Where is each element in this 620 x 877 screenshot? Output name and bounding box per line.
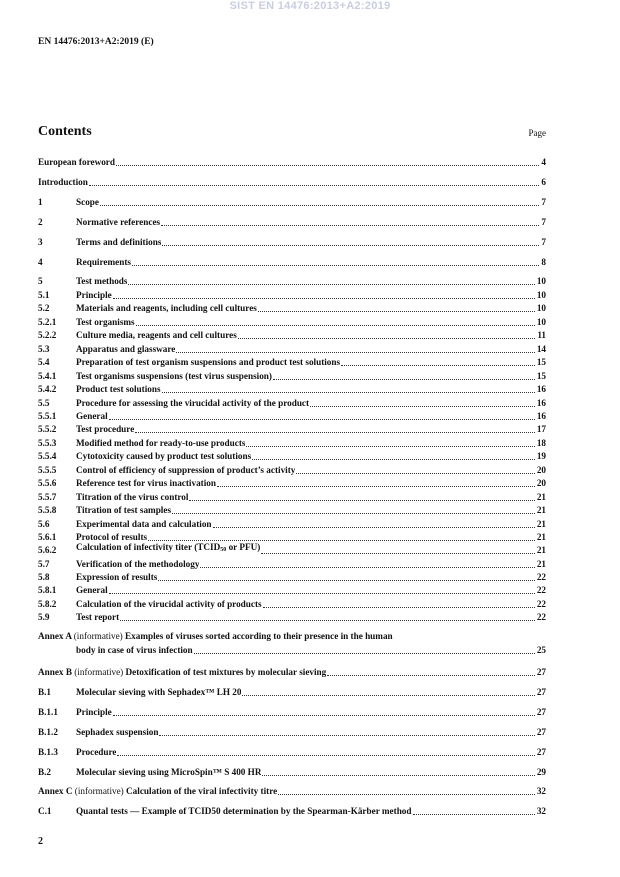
toc-entry-page: 16: [536, 411, 546, 421]
toc-entry-title: Calculation of the virucidal activity of products: [76, 599, 262, 609]
toc-entry[interactable]: [38, 315, 546, 328]
toc-entry-page: 21: [536, 559, 546, 569]
toc-entry-number: 5.3: [38, 344, 50, 354]
toc-entry-number: 5.8: [38, 572, 50, 582]
toc-entry-number: 3: [38, 237, 43, 247]
toc-entry[interactable]: [38, 409, 546, 422]
toc-entry-number: 5.5.2: [38, 424, 57, 434]
toc-entry-number: B.1.1: [38, 707, 58, 717]
toc-entry-number: 5.2.1: [38, 317, 57, 327]
dot-leader: [135, 432, 535, 433]
toc-entry-title: Annex B (informative) Detoxification of test mixtures by molecular sieving: [38, 667, 327, 677]
toc-entry-title: Procedure: [76, 747, 117, 757]
toc-entry-number: 5.9: [38, 612, 50, 622]
toc-entry-page: 14: [536, 344, 546, 354]
toc-entry[interactable]: [38, 255, 546, 268]
toc-entry-page: 21: [536, 519, 546, 529]
dot-leader: [128, 284, 534, 285]
toc-entry-title: Titration of the virus control: [76, 492, 189, 502]
dot-leader: [158, 580, 534, 581]
dot-leader: [246, 446, 534, 447]
dot-leader: [413, 814, 535, 815]
toc-entry-page: 20: [536, 478, 546, 488]
toc-entry-title: Scope: [76, 197, 99, 207]
toc-entry-page: 22: [536, 585, 546, 595]
dot-leader: [213, 527, 535, 528]
toc-entry[interactable]: [38, 804, 546, 817]
toc-entry[interactable]: [38, 784, 546, 797]
dot-leader: [172, 513, 535, 514]
contents-title: Contents: [38, 124, 92, 139]
annex-a-title-line: Annex A (informative) Examples of viruses sorted according to their presence in the human: [38, 631, 393, 641]
toc-entry-page: 11: [537, 330, 546, 340]
toc-entry-number: 5: [38, 276, 43, 286]
toc-entry-title: Test organisms suspensions (test virus suspension): [76, 371, 272, 381]
toc-entry-page: 4: [541, 157, 546, 167]
toc-entry-number: 1: [38, 197, 43, 207]
toc-entry-title: Requirements: [76, 257, 131, 267]
toc-entry[interactable]: [38, 643, 546, 656]
toc-entry-title: Product test solutions: [76, 384, 161, 394]
toc-entry-page: 20: [536, 465, 546, 475]
toc-entry[interactable]: [38, 235, 546, 248]
toc-entry-number: 5.5.3: [38, 438, 57, 448]
toc-entry[interactable]: [38, 476, 546, 489]
toc-entry-number: 5.6: [38, 519, 50, 529]
toc-entry[interactable]: [38, 175, 546, 188]
toc-entry-title: Titration of test samples: [76, 505, 172, 515]
dot-leader: [117, 755, 534, 756]
dot-leader: [109, 593, 535, 594]
dot-leader: [262, 775, 534, 776]
dot-leader: [263, 607, 535, 608]
toc-entry-number: C.1: [38, 806, 52, 816]
toc-entry-page: 7: [541, 197, 546, 207]
page-number: 2: [38, 836, 43, 847]
toc-entry-title: Cytotoxicity caused by product test solutions: [76, 451, 252, 461]
toc-entry-number: B.2: [38, 767, 52, 777]
toc-entry-page: 27: [536, 707, 546, 717]
toc-entry-page: 32: [536, 786, 546, 796]
toc-entry-title: Preparation of test organism suspensions and product test solutions: [76, 357, 341, 367]
subscript: 50: [220, 547, 227, 553]
toc-entry[interactable]: [38, 288, 546, 301]
toc-entry-page: 10: [536, 290, 546, 300]
dot-leader: [113, 298, 535, 299]
toc-entry-title: Verification of the methodology: [76, 559, 200, 569]
toc-entry-title: Normative references: [76, 217, 161, 227]
toc-entry-title: Experimental data and calculation: [76, 519, 212, 529]
toc-entry-title: Sephadex suspension: [76, 727, 159, 737]
toc-entry-page: 21: [536, 492, 546, 502]
toc-entry-page: 10: [536, 317, 546, 327]
toc-entry[interactable]: [38, 543, 546, 556]
toc-entry-title: Principle: [76, 290, 112, 300]
toc-entry-number: 5.2: [38, 303, 50, 313]
toc-entry-page: 21: [536, 545, 546, 555]
dot-leader: [161, 225, 539, 226]
toc-entry-page: 22: [536, 612, 546, 622]
dot-leader: [116, 165, 539, 166]
toc-entry-page: 19: [536, 451, 546, 461]
toc-entry-number: 5.4.2: [38, 384, 57, 394]
toc-entry-title: Molecular sieving with Sephadex™ LH 20: [76, 687, 242, 697]
toc-entry-title: Quantal tests — Example of TCID50 determination by the Spearman-Kärber method: [76, 806, 412, 816]
toc-entry-page: 17: [536, 424, 546, 434]
toc-entry-title: Introduction: [38, 177, 88, 187]
toc-entry-title: Control of efficiency of suppression of product’s activity: [76, 465, 296, 475]
toc-entry-page: 16: [536, 384, 546, 394]
toc-entry-number: B.1.3: [38, 747, 58, 757]
toc-entry[interactable]: [38, 215, 546, 228]
toc-entry-page: 21: [536, 532, 546, 542]
toc-entry[interactable]: [38, 610, 546, 623]
toc-entry-number: 5.4: [38, 357, 50, 367]
toc-entry[interactable]: [38, 517, 546, 530]
toc-entry-title: Test methods: [76, 276, 128, 286]
dot-leader: [162, 392, 535, 393]
document-id: EN 14476:2013+A2:2019 (E): [38, 37, 154, 47]
toc-entry-page: 7: [541, 217, 546, 227]
toc-entry-page: 8: [541, 257, 546, 267]
toc-entry[interactable]: [38, 369, 546, 382]
toc-entry[interactable]: [38, 557, 546, 570]
toc-entry-title: Culture media, reagents and cell cultures: [76, 330, 237, 340]
toc-entry[interactable]: [38, 570, 546, 583]
dot-leader: [273, 379, 535, 380]
toc-entry[interactable]: [38, 705, 546, 718]
toc-entry-number: 5.5.6: [38, 478, 57, 488]
toc-entry-title: Expression of results: [76, 572, 158, 582]
dot-leader: [217, 486, 535, 487]
toc-entry[interactable]: [38, 355, 546, 368]
toc-entry[interactable]: [38, 490, 546, 503]
toc-entry[interactable]: [38, 665, 546, 678]
toc-entry-number: 5.4.1: [38, 371, 57, 381]
toc-entry-page: 10: [536, 276, 546, 286]
page-column-header: Page: [528, 128, 546, 138]
dot-leader: [194, 653, 535, 654]
toc-entry-title: Test report: [76, 612, 120, 622]
toc-entry-number: 5.5: [38, 398, 50, 408]
toc-entry-number: 5.6.1: [38, 532, 57, 542]
toc-entry-number: 5.5.1: [38, 411, 57, 421]
toc-entry-title: Test procedure: [76, 424, 135, 434]
dot-leader: [341, 365, 535, 366]
toc-entry-title: General: [76, 411, 108, 421]
dot-leader: [162, 245, 539, 246]
toc-entry-number: 5.7: [38, 559, 50, 569]
toc-entry-page: 15: [536, 371, 546, 381]
toc-entry-title: Modified method for ready-to-use products: [76, 438, 246, 448]
dot-leader: [113, 715, 535, 716]
dot-leader: [120, 620, 535, 621]
toc-entry-page: 27: [536, 687, 546, 697]
toc-entry[interactable]: [38, 685, 546, 698]
dot-leader: [89, 185, 540, 186]
toc-entry-title: Procedure for assessing the virucidal activity of the product: [76, 398, 310, 408]
toc-entry-title: Terms and definitions: [76, 237, 162, 247]
annex-type: (informative): [73, 631, 126, 641]
toc-entry-number: 2: [38, 217, 43, 227]
toc-entry-page: 18: [536, 438, 546, 448]
dot-leader: [258, 311, 535, 312]
toc-entry-page: 27: [536, 727, 546, 737]
dot-leader: [132, 265, 539, 266]
toc-entry-page: 22: [536, 599, 546, 609]
toc-entry[interactable]: [38, 396, 546, 409]
dot-leader: [148, 540, 535, 541]
toc-entry-page: 10: [536, 303, 546, 313]
toc-entry-title: Protocol of results: [76, 532, 148, 542]
toc-entry[interactable]: [38, 449, 546, 462]
toc-entry[interactable]: [38, 725, 546, 738]
toc-entry-page: 32: [536, 806, 546, 816]
toc-entry[interactable]: [38, 301, 546, 314]
toc-entry[interactable]: [38, 195, 546, 208]
toc-entry-title: European foreword: [38, 157, 115, 167]
toc-entry-number: 5.2.2: [38, 330, 57, 340]
dot-leader: [242, 695, 534, 696]
toc-entry-page: 16: [536, 398, 546, 408]
toc-entry[interactable]: [38, 597, 546, 610]
toc-entry-page: 27: [536, 667, 546, 677]
dot-leader: [296, 473, 534, 474]
toc-entry[interactable]: [38, 463, 546, 476]
toc-entry-title: Test organisms: [76, 317, 135, 327]
toc-entry-number: B.1.2: [38, 727, 58, 737]
toc-entry-page: 22: [536, 572, 546, 582]
dot-leader: [278, 794, 535, 795]
toc-entry-title: Calculation of infectivity titer ($TCID_{50}$ or PFU): [76, 542, 261, 553]
dot-leader: [261, 553, 535, 554]
toc-entry-page: 25: [536, 645, 546, 655]
dot-leader: [136, 325, 535, 326]
toc-entry-title: Annex C (informative) Calculation of the viral infectivity titre: [38, 786, 278, 796]
toc-entry-page: 15: [536, 357, 546, 367]
toc-entry-title: body in case of virus infection: [76, 645, 193, 655]
toc-entry-title: Apparatus and glassware: [76, 344, 176, 354]
dot-leader: [159, 735, 534, 736]
toc-entry-number: 5.1: [38, 290, 50, 300]
toc-entry-page: 7: [541, 237, 546, 247]
toc-entry-number: 4: [38, 257, 43, 267]
toc-entry-title: Reference test for virus inactivation: [76, 478, 216, 488]
dot-leader: [238, 338, 536, 339]
toc-entry[interactable]: [38, 274, 546, 287]
toc-entry-page: 29: [536, 767, 546, 777]
toc-entry[interactable]: [38, 342, 546, 355]
toc-entry-number: 5.6.2: [38, 545, 57, 555]
toc-entry[interactable]: [38, 382, 546, 395]
toc-entry-number: B.1: [38, 687, 52, 697]
toc-entry-title: Materials and reagents, including cell cultures: [76, 303, 257, 313]
toc-entry-number: 5.5.8: [38, 505, 57, 515]
dot-leader: [327, 675, 535, 676]
dot-leader: [109, 419, 535, 420]
toc-entry-number: 5.5.5: [38, 465, 57, 475]
dot-leader: [200, 567, 534, 568]
annex-type: (informative): [74, 667, 126, 677]
toc-entry-page: 27: [536, 747, 546, 757]
toc-entry[interactable]: [38, 155, 546, 168]
toc-entry-number: 5.5.4: [38, 451, 57, 461]
dot-leader: [252, 459, 535, 460]
toc-entry-number: 5.8.1: [38, 585, 57, 595]
annex-type: (informative): [74, 786, 127, 796]
toc-entry[interactable]: [38, 765, 546, 778]
toc-entry[interactable]: [38, 436, 546, 449]
toc-entry-title: Molecular sieving using MicroSpin™ S 400 HR: [76, 767, 262, 777]
toc-entry[interactable]: [38, 422, 546, 435]
toc-entry[interactable]: [38, 328, 546, 341]
dot-leader: [189, 500, 534, 501]
toc-entry-title: Principle: [76, 707, 112, 717]
dot-leader: [100, 205, 539, 206]
toc-entry[interactable]: [38, 583, 546, 596]
toc-entry-page: 21: [536, 505, 546, 515]
watermark: SIST EN 14476:2013+A2:2019: [229, 0, 391, 12]
toc-entry[interactable]: [38, 745, 546, 758]
dot-leader: [176, 352, 534, 353]
toc-entry[interactable]: [38, 503, 546, 516]
toc-entry-number: 5.8.2: [38, 599, 57, 609]
dot-leader: [310, 406, 535, 407]
toc-entry-number: 5.5.7: [38, 492, 57, 502]
toc-entry-page: 6: [541, 177, 546, 187]
toc-entry-title: General: [76, 585, 108, 595]
